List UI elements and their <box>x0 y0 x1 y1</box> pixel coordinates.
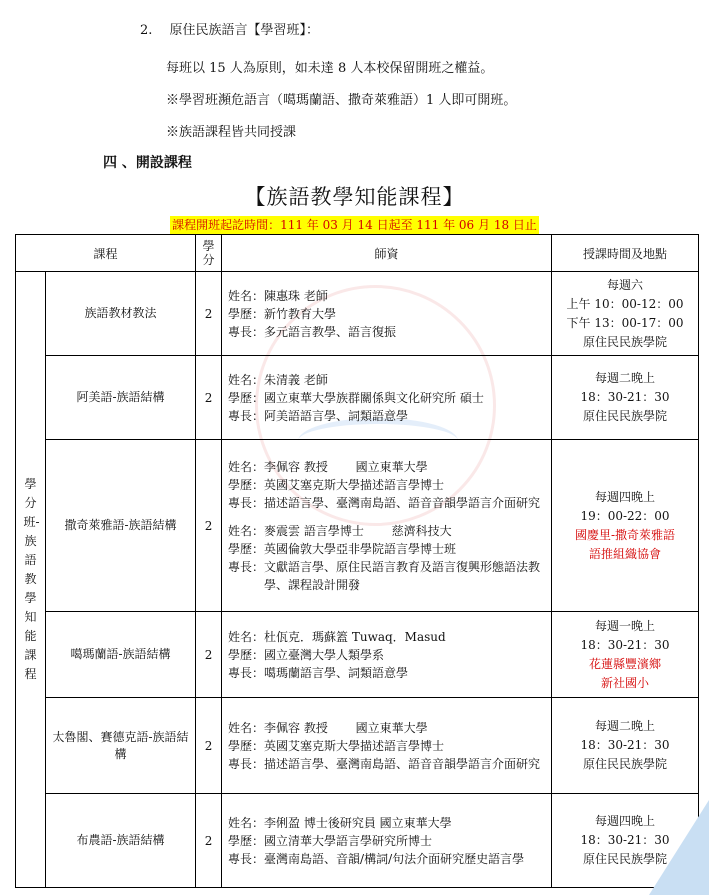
teacher-field-value: 臺灣南島語、音韻/構詞/句法介面研究歷史語言學 <box>264 851 525 866</box>
teacher-field <box>228 522 545 540</box>
table-row <box>16 356 699 440</box>
teacher-field-value: 李佩容 教授 國立東華大學 <box>264 459 428 474</box>
time-line: 每週一晚上 <box>595 618 656 633</box>
teacher-field-value: 國立東華大學族群關係與文化研究所 碩士 <box>264 390 484 405</box>
time-location <box>552 440 699 612</box>
teacher-field-label: 姓名： <box>228 372 265 387</box>
category-label: 學分班-族語教學知能課程 <box>23 477 40 681</box>
teacher-field <box>228 287 545 305</box>
time-location <box>552 612 699 698</box>
teacher-field-value: 李俐盈 博士後研究員 國立東華大學 <box>264 815 452 830</box>
teacher-field <box>228 305 545 323</box>
teacher-field-value: 描述語言學、臺灣南島語、語音音韻學語言介面研究 <box>264 756 541 771</box>
teacher-field <box>228 407 545 425</box>
time-line: 原住民民族學院 <box>583 757 668 771</box>
intro-line-1: 2. 原住民族語言【學習班】： <box>140 23 320 38</box>
teacher-field-value: 陳惠珠 老師 <box>264 288 328 303</box>
teacher-field-value: 李佩容 教授 國立東華大學 <box>264 720 428 735</box>
teacher-field <box>228 755 545 773</box>
header-course: 課程 <box>16 235 196 272</box>
teacher-field-label: 專長： <box>228 324 265 339</box>
time-line: 18：30-21：30 <box>580 637 670 652</box>
teacher-field-value: 新竹教育大學 <box>264 306 337 321</box>
intro-line-2: 每班以 15 人為原則，如未達 8 人本校保留開班之權益。 <box>166 61 494 76</box>
course-name: 噶瑪蘭語-族語結構 <box>46 612 196 698</box>
header-credit-label: 學分 <box>202 239 215 267</box>
course-name: 撒奇萊雅語-族語結構 <box>46 440 196 612</box>
time-line: 每週二晚上 <box>595 371 656 385</box>
time-line: 每週四晚上 <box>595 489 656 504</box>
time-line: 18：30-21：30 <box>580 833 670 847</box>
teacher-field <box>228 389 545 407</box>
teacher-field <box>228 646 545 664</box>
teacher-field-value: 英國艾塞克斯大學描述語言學博士 <box>264 477 445 492</box>
course-name: 太魯閣、賽德克語-族語結構 <box>46 698 196 794</box>
teacher-field <box>228 323 545 341</box>
teacher-field-value: 杜佤克．瑪蘇篕 Tuwaq．Masud <box>264 629 446 644</box>
teacher-field-label: 姓名： <box>228 459 265 474</box>
course-credit: 2 <box>196 440 222 612</box>
teacher-field-label: 學歷： <box>228 647 265 662</box>
teacher-info <box>222 612 552 698</box>
teacher-field <box>228 458 545 476</box>
location-highlight: 語推組織協會 <box>589 546 662 561</box>
section-heading: 四 、開設課程 <box>103 155 192 171</box>
table-row <box>16 612 699 698</box>
course-name: 布農語-族語結構 <box>46 794 196 888</box>
header-time: 授課時間及地點 <box>552 235 699 272</box>
teacher-field-value: 阿美語語言學、詞類語意學 <box>264 408 409 423</box>
table-body <box>16 272 699 888</box>
teacher-field-value: 噶瑪蘭語言學、詞類語意學 <box>264 665 409 680</box>
teacher-field-value: 多元語言教學、語言復振 <box>264 324 397 339</box>
teacher-field <box>228 850 545 868</box>
teacher-field-value: 英國艾塞克斯大學描述語言學博士 <box>264 738 445 753</box>
teacher-field <box>228 476 545 494</box>
teacher-field-label: 姓名： <box>228 815 265 830</box>
time-line: 每週六 <box>607 277 644 292</box>
teacher-field-label: 專長： <box>228 559 265 574</box>
course-name: 族語教材教法 <box>46 272 196 356</box>
teacher-field-value: 朱清義 老師 <box>264 372 328 387</box>
teacher-field-value: 國立臺灣大學人類學系 <box>264 647 385 662</box>
teacher-field-label: 學歷： <box>228 390 265 405</box>
teacher-field-label: 學歷： <box>228 477 265 492</box>
teacher-field-label: 專長： <box>228 665 265 680</box>
header-teacher: 師資 <box>222 235 552 272</box>
course-credit: 2 <box>196 698 222 794</box>
intro-line-3: ※學習班瀕危語言（噶瑪蘭語、撒奇萊雅語）1 人即可開班。 <box>166 93 517 108</box>
time-line: 下午 13：00-17：00 <box>566 315 684 330</box>
table-row <box>16 440 699 612</box>
time-location <box>552 272 699 356</box>
teacher-field-label: 學歷： <box>228 738 265 753</box>
teacher-field-label: 姓名： <box>228 523 265 538</box>
time-line: 原住民民族學院 <box>583 334 668 349</box>
teacher-field-label: 學歷： <box>228 306 265 321</box>
time-line: 原住民民族學院 <box>583 409 668 423</box>
location-highlight: 國慶里-撒奇萊雅語 <box>574 527 676 542</box>
period-wrap <box>0 214 709 234</box>
teacher-field <box>228 558 545 594</box>
time-line: 18：30-21：30 <box>580 738 670 752</box>
teacher-field-label: 專長： <box>228 756 265 771</box>
teacher-field-value: 英國倫敦大學亞非學院語言學博士班 <box>264 541 457 556</box>
header-credit <box>196 235 222 272</box>
location-highlight: 新社國小 <box>601 675 650 690</box>
course-credit: 2 <box>196 272 222 356</box>
teacher-field <box>228 494 545 512</box>
intro-line-4: ※族語課程皆共同授課 <box>166 125 297 140</box>
teacher-info <box>222 440 552 612</box>
time-line: 上午 10：00-12：00 <box>566 296 684 311</box>
location-highlight: 花蓮縣豐濱鄉 <box>589 656 662 671</box>
teacher-field <box>228 719 545 737</box>
course-credit: 2 <box>196 612 222 698</box>
teacher-field-label: 專長： <box>228 851 265 866</box>
teacher-info <box>222 356 552 440</box>
table-row <box>16 794 699 888</box>
teacher-field-label: 專長： <box>228 408 265 423</box>
table-row <box>16 272 699 356</box>
teacher-field-label: 姓名： <box>228 629 265 644</box>
time-line: 18：30-21：30 <box>580 390 670 404</box>
teacher-field-label: 學歷： <box>228 541 265 556</box>
course-table <box>15 234 699 888</box>
teacher-field-value: 文獻語言學、原住民語言教育及語言復興形態語法教學、課程設計開發 <box>264 559 541 592</box>
time-line: 原住民民族學院 <box>583 852 668 866</box>
teacher-field <box>228 664 545 682</box>
teacher-info <box>222 698 552 794</box>
table-title: 【族語教學知能課程】 <box>244 185 465 209</box>
teacher-field <box>228 832 545 850</box>
time-line: 每週二晚上 <box>595 719 656 733</box>
time-location <box>552 698 699 794</box>
time-line: 每週四晚上 <box>595 814 656 828</box>
teacher-field-value: 國立清華大學語言學研究所博士 <box>264 833 433 848</box>
teacher-field <box>228 540 545 558</box>
teacher-field <box>228 814 545 832</box>
course-credit: 2 <box>196 794 222 888</box>
course-credit: 2 <box>196 356 222 440</box>
teacher-field-label: 專長： <box>228 495 265 510</box>
teacher-field <box>228 737 545 755</box>
table-row <box>16 698 699 794</box>
teacher-field-label: 學歷： <box>228 833 265 848</box>
teacher-group-gap <box>228 512 545 522</box>
teacher-field-label: 姓名： <box>228 720 265 735</box>
teacher-field <box>228 371 545 389</box>
table-header-row <box>16 235 699 272</box>
page-corner-decoration <box>649 800 709 895</box>
teacher-info <box>222 272 552 356</box>
teacher-field-value: 描述語言學、臺灣南島語、語音音韻學語言介面研究 <box>264 495 541 510</box>
time-line: 19：00-22：00 <box>580 508 670 523</box>
teacher-field <box>228 628 545 646</box>
teacher-info <box>222 794 552 888</box>
time-location <box>552 356 699 440</box>
teacher-field-label: 姓名： <box>228 288 265 303</box>
course-period-highlight: 課程開班起訖時間：111 年 03 月 14 日起至 111 年 06 月 18 日止 <box>172 218 537 232</box>
teacher-field-value: 麥震雲 語言學博士 慈濟科技大 <box>264 523 452 538</box>
course-name: 阿美語-族語結構 <box>46 356 196 440</box>
category-cell <box>16 272 46 888</box>
